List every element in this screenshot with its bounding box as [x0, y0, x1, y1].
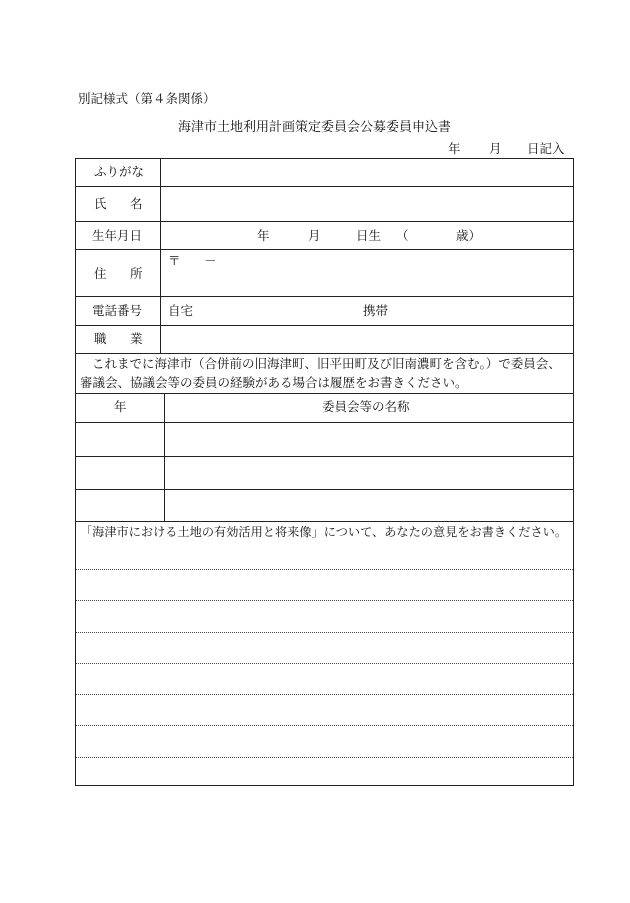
label-column-divider: [160, 158, 161, 353]
birthdate-label: 生年月日: [92, 228, 143, 243]
opinion-line[interactable]: [80, 673, 568, 691]
row-divider: [75, 456, 574, 457]
postal-mark: 〒: [168, 253, 181, 268]
mobile-phone-label: 携帯: [363, 303, 389, 318]
age-paren-open: （: [396, 228, 409, 243]
row-divider: [75, 353, 574, 354]
date-month-label: 月: [489, 141, 502, 156]
name-label-part1: 氏: [94, 196, 107, 211]
history-entry-name[interactable]: [170, 464, 568, 482]
history-entry-name[interactable]: [170, 497, 568, 515]
furigana-label: ふりがな: [94, 164, 145, 179]
date-year-label: 年: [448, 141, 461, 156]
page-title: 海津市土地利用計画策定委員会公募委員申込書: [178, 120, 452, 135]
row-divider: [75, 325, 574, 326]
row-divider: [75, 521, 574, 522]
row-divider: [75, 393, 574, 394]
history-entry-year[interactable]: [80, 464, 160, 482]
writing-line: [76, 694, 573, 695]
home-phone-label: 自宅: [168, 303, 194, 318]
birth-month-label: 月: [308, 228, 321, 243]
form-label: 別記様式（第４条関係）: [78, 91, 216, 106]
age-label: 歳）: [456, 228, 482, 243]
opinion-line[interactable]: [80, 704, 568, 722]
address-label-part1: 住: [94, 266, 107, 281]
row-divider: [75, 249, 574, 250]
furigana-field[interactable]: [168, 166, 568, 182]
row-divider: [75, 186, 574, 187]
writing-line: [76, 663, 573, 664]
history-entry-year[interactable]: [80, 497, 160, 515]
opinion-line[interactable]: [80, 579, 568, 597]
row-divider: [75, 422, 574, 423]
date-day-label: 日記入: [527, 141, 565, 156]
history-note-line2: 審議会、協議会等の委員の経験がある場合は履歴をお書きください。: [80, 375, 468, 390]
opinion-line[interactable]: [80, 642, 568, 660]
writing-line: [76, 725, 573, 726]
writing-line: [76, 757, 573, 758]
occupation-field[interactable]: [168, 331, 568, 349]
address-field[interactable]: [168, 272, 568, 290]
opinion-prompt: 「海津市における土地の有効活用と将来像」について、あなたの意見をお書きください。: [80, 525, 568, 539]
name-field[interactable]: [168, 196, 568, 214]
birth-year-label: 年: [257, 228, 270, 243]
row-divider: [75, 489, 574, 490]
writing-line: [76, 632, 573, 633]
phone-label: 電話番号: [92, 303, 143, 318]
name-label-part2: 名: [130, 196, 143, 211]
opinion-line[interactable]: [80, 736, 568, 754]
writing-line: [76, 569, 573, 570]
occupation-label-part1: 職: [94, 331, 107, 346]
history-entry-name[interactable]: [170, 430, 568, 448]
address-label-part2: 所: [130, 266, 143, 281]
history-year-header: 年: [114, 399, 127, 414]
history-column-divider: [164, 393, 165, 521]
row-divider: [75, 296, 574, 297]
occupation-label-part2: 業: [130, 331, 143, 346]
opinion-line[interactable]: [80, 548, 568, 566]
history-name-header: 委員会等の名称: [322, 399, 410, 414]
birth-day-label: 日生: [356, 228, 382, 243]
history-note-line1: これまでに海津市（合併前の旧海津町、旧平田町及び旧南濃町を含む。）で委員会、: [92, 356, 561, 371]
row-divider: [75, 221, 574, 222]
opinion-line[interactable]: [80, 611, 568, 629]
writing-line: [76, 600, 573, 601]
postal-dash: －: [204, 253, 217, 268]
history-entry-year[interactable]: [80, 430, 160, 448]
